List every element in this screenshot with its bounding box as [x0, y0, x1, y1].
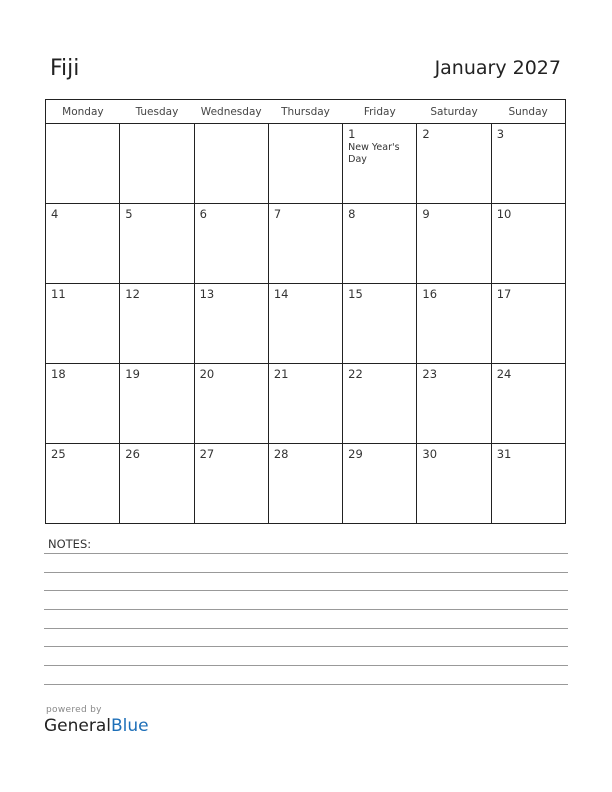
month-year-title: January 2027	[434, 57, 561, 79]
day-cell	[46, 204, 120, 284]
day-cell	[268, 284, 342, 364]
notes-line	[44, 665, 568, 666]
day-number: 16	[422, 287, 438, 301]
day-number: 7	[273, 207, 282, 221]
notes-label: NOTES:	[48, 537, 92, 551]
day-cell	[120, 124, 194, 204]
notes-line	[44, 646, 568, 647]
day-cell	[120, 284, 194, 364]
day-cell	[268, 444, 342, 524]
weekday-header: Saturday	[417, 100, 491, 124]
day-number: 22	[348, 367, 363, 381]
country-title: Fiji	[50, 56, 80, 81]
day-number: 26	[125, 447, 140, 461]
notes-line	[44, 572, 568, 573]
day-number: 24	[496, 367, 512, 381]
day-cell	[343, 364, 417, 444]
week-row	[46, 364, 566, 444]
day-cell	[343, 284, 417, 364]
day-cell	[491, 364, 565, 444]
brand-blue: Blue	[111, 716, 149, 736]
day-cell	[417, 204, 491, 284]
day-cell	[46, 364, 120, 444]
notes-line	[44, 609, 568, 610]
brand-logo[interactable]	[44, 716, 149, 736]
day-number: 6	[199, 207, 207, 221]
day-number: 18	[51, 367, 66, 381]
day-cell	[417, 444, 491, 524]
brand-general: General	[44, 716, 111, 736]
day-number: 20	[199, 367, 215, 381]
day-number: 27	[199, 447, 215, 461]
day-cell	[194, 444, 268, 524]
weekday-header: Wednesday	[194, 100, 268, 124]
day-cell	[491, 444, 565, 524]
notes-line	[44, 684, 568, 685]
day-cell	[46, 444, 120, 524]
day-cell	[46, 284, 120, 364]
day-cell	[268, 204, 342, 284]
day-number: 23	[422, 367, 438, 381]
day-cell	[343, 124, 417, 204]
day-cell	[46, 124, 120, 204]
day-number: 31	[496, 447, 512, 461]
day-number: 1	[348, 127, 356, 141]
day-cell	[491, 124, 565, 204]
weekday-header: Thursday	[268, 100, 342, 124]
day-cell	[268, 364, 342, 444]
week-row	[46, 204, 566, 284]
day-number: 4	[51, 207, 59, 221]
day-number: 13	[199, 287, 215, 301]
powered-by-text: powered by	[46, 705, 102, 715]
day-number: 15	[348, 287, 363, 301]
weekday-header: Friday	[343, 100, 417, 124]
day-cell	[120, 204, 194, 284]
day-cell	[194, 124, 268, 204]
calendar-grid	[45, 99, 566, 524]
day-number: 25	[51, 447, 66, 461]
day-number: 30	[422, 447, 438, 461]
day-number: 19	[125, 367, 140, 381]
day-number: 5	[125, 207, 133, 221]
day-cell	[343, 204, 417, 284]
week-row	[46, 124, 566, 204]
day-cell	[417, 124, 491, 204]
day-cell	[417, 284, 491, 364]
notes-line	[44, 628, 568, 629]
day-number: 3	[496, 127, 505, 141]
day-cell	[194, 204, 268, 284]
day-number: 14	[273, 287, 289, 301]
weekday-header: Tuesday	[120, 100, 194, 124]
notes-line	[44, 590, 568, 591]
day-number: 17	[496, 287, 512, 301]
day-cell	[120, 444, 194, 524]
notes-line	[44, 553, 568, 554]
day-number: 8	[348, 207, 356, 221]
day-number: 2	[422, 127, 430, 141]
day-number: 29	[348, 447, 363, 461]
day-cell	[343, 444, 417, 524]
day-number: 11	[51, 287, 66, 301]
day-cell	[268, 124, 342, 204]
week-row	[46, 444, 566, 524]
day-cell	[417, 364, 491, 444]
day-number: 28	[273, 447, 289, 461]
holiday-label: New Year's Day	[348, 142, 400, 165]
day-cell	[120, 364, 194, 444]
day-number: 21	[273, 367, 289, 381]
day-cell	[491, 284, 565, 364]
day-cell	[194, 364, 268, 444]
week-row	[46, 284, 566, 364]
weekday-header: Sunday	[491, 100, 565, 124]
day-number: 12	[125, 287, 140, 301]
day-cell	[491, 204, 565, 284]
day-number: 9	[422, 207, 430, 221]
day-cell	[194, 284, 268, 364]
weekday-header-row	[46, 100, 566, 124]
day-number: 10	[496, 207, 512, 221]
weekday-header: Monday	[46, 100, 120, 124]
